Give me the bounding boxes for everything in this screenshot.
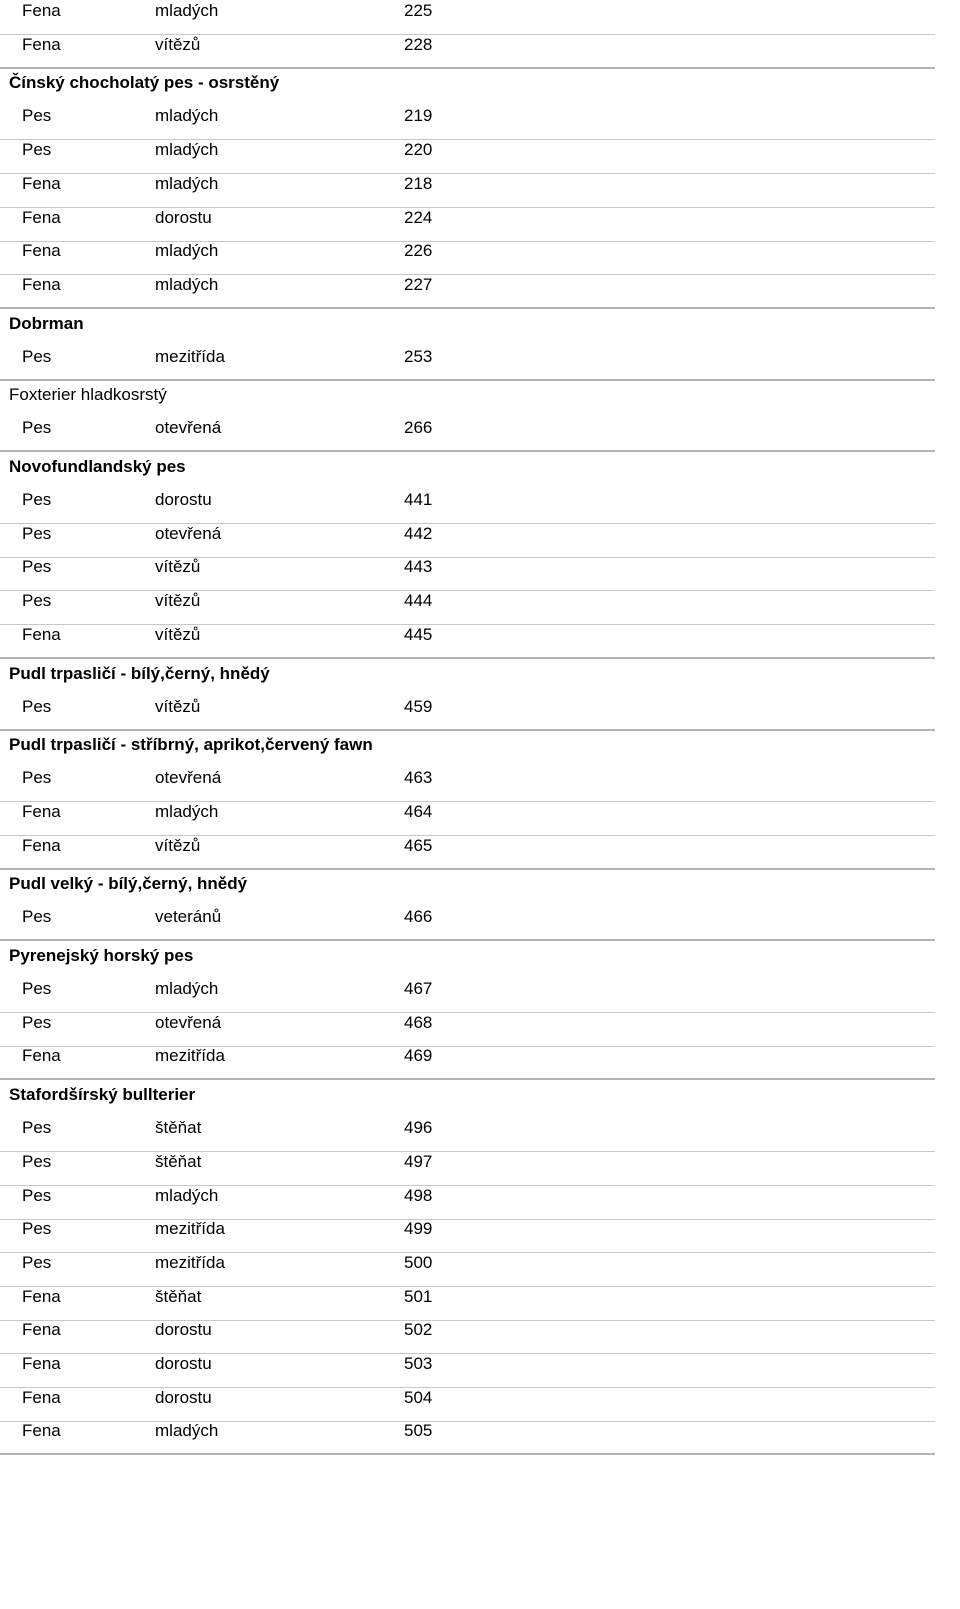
sex-cell: Fena	[22, 274, 61, 294]
catalog-number-cell: 502	[404, 1320, 433, 1340]
sex-cell: Pes	[22, 1118, 52, 1138]
table-row	[0, 697, 935, 731]
breed-heading: Stafordšírský bullterier	[9, 1085, 196, 1105]
catalog-number-cell: 219	[404, 106, 433, 126]
catalog-number-cell: 503	[404, 1354, 433, 1373]
catalog-number-cell: 505	[404, 1421, 433, 1441]
class-cell: otevřená	[155, 523, 222, 543]
catalog-number-cell: 228	[404, 34, 433, 54]
breed-heading: Pudl trpasličí - stříbrný, aprikot,červený fawn	[9, 735, 373, 755]
catalog-number-cell: 504	[404, 1387, 433, 1407]
table-row	[0, 907, 935, 941]
table-row	[0, 625, 935, 659]
breed-heading: Pudl velký - bílý,černý, hnědý	[9, 874, 248, 894]
catalog-number-cell: 442	[404, 523, 433, 543]
catalog-number-cell: 467	[404, 979, 433, 998]
table-row	[0, 347, 935, 381]
sex-cell: Pes	[22, 1151, 52, 1171]
table-row	[0, 1186, 935, 1220]
sex-cell: Pes	[22, 346, 52, 366]
class-cell: otevřená	[155, 768, 222, 788]
class-cell: vítězů	[155, 696, 201, 716]
class-cell: dorostu	[155, 207, 212, 227]
table-row	[0, 979, 935, 1013]
sex-cell: Fena	[22, 241, 61, 261]
catalog-number-cell: 499	[404, 1219, 433, 1239]
catalog-number-cell: 266	[404, 418, 433, 438]
table-row	[0, 275, 935, 309]
table-row	[0, 1388, 935, 1422]
sex-cell: Fena	[22, 624, 61, 644]
class-cell: vítězů	[155, 557, 201, 577]
catalog-number-cell: 220	[404, 140, 433, 160]
sex-cell: Fena	[22, 1046, 61, 1066]
class-cell: mladých	[155, 1421, 219, 1441]
table-row	[0, 768, 935, 802]
sex-cell: Pes	[22, 1012, 52, 1032]
sex-cell: Pes	[22, 523, 52, 543]
class-cell: vítězů	[155, 591, 201, 611]
table-row	[0, 1354, 935, 1388]
class-cell: mladých	[155, 241, 219, 261]
breed-heading: Dobrman	[9, 313, 84, 333]
table-row	[0, 174, 935, 208]
sex-cell: Pes	[22, 1252, 52, 1272]
catalog-number-cell: 498	[404, 1185, 433, 1205]
catalog-number-cell: 218	[404, 173, 433, 193]
class-cell: štěňat	[155, 1286, 202, 1306]
catalog-number-cell: 224	[404, 207, 433, 227]
class-cell: mladých	[155, 274, 219, 294]
class-cell: dorostu	[155, 490, 212, 509]
catalog-number-cell: 466	[404, 907, 433, 927]
class-cell: dorostu	[155, 1320, 212, 1340]
table-row	[0, 418, 935, 452]
class-cell: štěňat	[155, 1151, 202, 1171]
catalog-number-cell: 253	[404, 346, 433, 366]
sex-cell: Fena	[22, 173, 61, 193]
class-cell: otevřená	[155, 1012, 222, 1032]
sex-cell: Fena	[22, 1387, 61, 1407]
table-row	[0, 241, 935, 275]
class-cell: mezitřída	[155, 1219, 225, 1239]
sex-cell: Fena	[22, 801, 61, 821]
catalog-number-cell: 445	[404, 624, 433, 644]
class-cell: vítězů	[155, 34, 201, 54]
breed-heading: Čínský chocholatý pes - osrstěný	[9, 73, 280, 93]
sex-cell: Fena	[22, 207, 61, 227]
sex-cell: Fena	[22, 1, 61, 20]
table-row	[0, 524, 935, 558]
table-row	[0, 208, 935, 242]
class-cell: veteránů	[155, 907, 222, 927]
class-cell: mladých	[155, 1185, 219, 1205]
table-row	[0, 1046, 935, 1080]
catalog-number-cell: 464	[404, 801, 433, 821]
sex-cell: Fena	[22, 1354, 61, 1373]
sex-cell: Fena	[22, 835, 61, 855]
sex-cell: Pes	[22, 979, 52, 998]
catalog-number-cell: 469	[404, 1046, 433, 1066]
sex-cell: Pes	[22, 1219, 52, 1239]
catalog-number-cell: 501	[404, 1286, 433, 1306]
catalog-number-cell: 468	[404, 1012, 433, 1032]
class-cell: dorostu	[155, 1387, 212, 1407]
table-row	[0, 1253, 935, 1287]
sex-cell: Pes	[22, 557, 52, 577]
table-row	[0, 591, 935, 625]
class-cell: dorostu	[155, 1354, 212, 1373]
class-cell: štěňat	[155, 1118, 202, 1138]
class-cell: mladých	[155, 140, 219, 160]
class-cell: vítězů	[155, 835, 201, 855]
table-row	[0, 1219, 935, 1253]
catalog-number-cell: 463	[404, 768, 433, 788]
table-row	[0, 1152, 935, 1186]
class-cell: mladých	[155, 801, 219, 821]
catalog-number-cell: 465	[404, 835, 433, 855]
class-cell: mezitřída	[155, 1252, 225, 1272]
class-cell: mladých	[155, 979, 219, 998]
table-row	[0, 106, 935, 140]
sex-cell: Fena	[22, 34, 61, 54]
class-cell: vítězů	[155, 624, 201, 644]
sex-cell: Pes	[22, 696, 52, 716]
catalog-number-cell: 225	[404, 1, 433, 20]
sex-cell: Pes	[22, 768, 52, 788]
sex-cell: Pes	[22, 1185, 52, 1205]
sex-cell: Pes	[22, 907, 52, 927]
catalog-number-cell: 441	[404, 490, 433, 509]
class-cell: otevřená	[155, 418, 222, 438]
table-row	[0, 1, 935, 35]
breed-heading: Pudl trpasličí - bílý,černý, hnědý	[9, 663, 270, 683]
table-row	[0, 802, 935, 836]
catalog-number-cell: 459	[404, 696, 433, 716]
sex-cell: Pes	[22, 490, 52, 509]
table-row	[0, 1013, 935, 1047]
table-row	[0, 1287, 935, 1321]
sex-cell: Pes	[22, 418, 52, 438]
table-row	[0, 836, 935, 870]
class-cell: mladých	[155, 1, 219, 20]
table-row	[0, 557, 935, 591]
sex-cell: Pes	[22, 591, 52, 611]
catalog-number-cell: 496	[404, 1118, 433, 1138]
class-cell: mladých	[155, 106, 219, 126]
catalog-number-cell: 497	[404, 1151, 433, 1171]
catalog-number-cell: 226	[404, 241, 433, 261]
table-row	[0, 1118, 935, 1152]
catalog-number-cell: 443	[404, 557, 433, 577]
sex-cell: Pes	[22, 140, 52, 160]
sex-cell: Fena	[22, 1421, 61, 1441]
breed-heading: Novofundlandský pes	[9, 457, 186, 476]
table-row	[0, 35, 935, 69]
class-cell: mladých	[155, 173, 219, 193]
sex-cell: Fena	[22, 1286, 61, 1306]
sex-cell: Fena	[22, 1320, 61, 1340]
class-cell: mezitřída	[155, 346, 225, 366]
table-row	[0, 140, 935, 174]
sex-cell: Pes	[22, 106, 52, 126]
breed-heading: Pyrenejský horský pes	[9, 946, 194, 965]
table-row	[0, 490, 935, 524]
class-cell: mezitřída	[155, 1046, 225, 1066]
table-row	[0, 1320, 935, 1354]
breed-heading: Foxterier hladkosrstý	[9, 385, 167, 405]
catalog-number-cell: 227	[404, 274, 433, 294]
catalog-number-cell: 500	[404, 1252, 433, 1272]
table-row	[0, 1421, 935, 1455]
catalog-number-cell: 444	[404, 591, 433, 611]
